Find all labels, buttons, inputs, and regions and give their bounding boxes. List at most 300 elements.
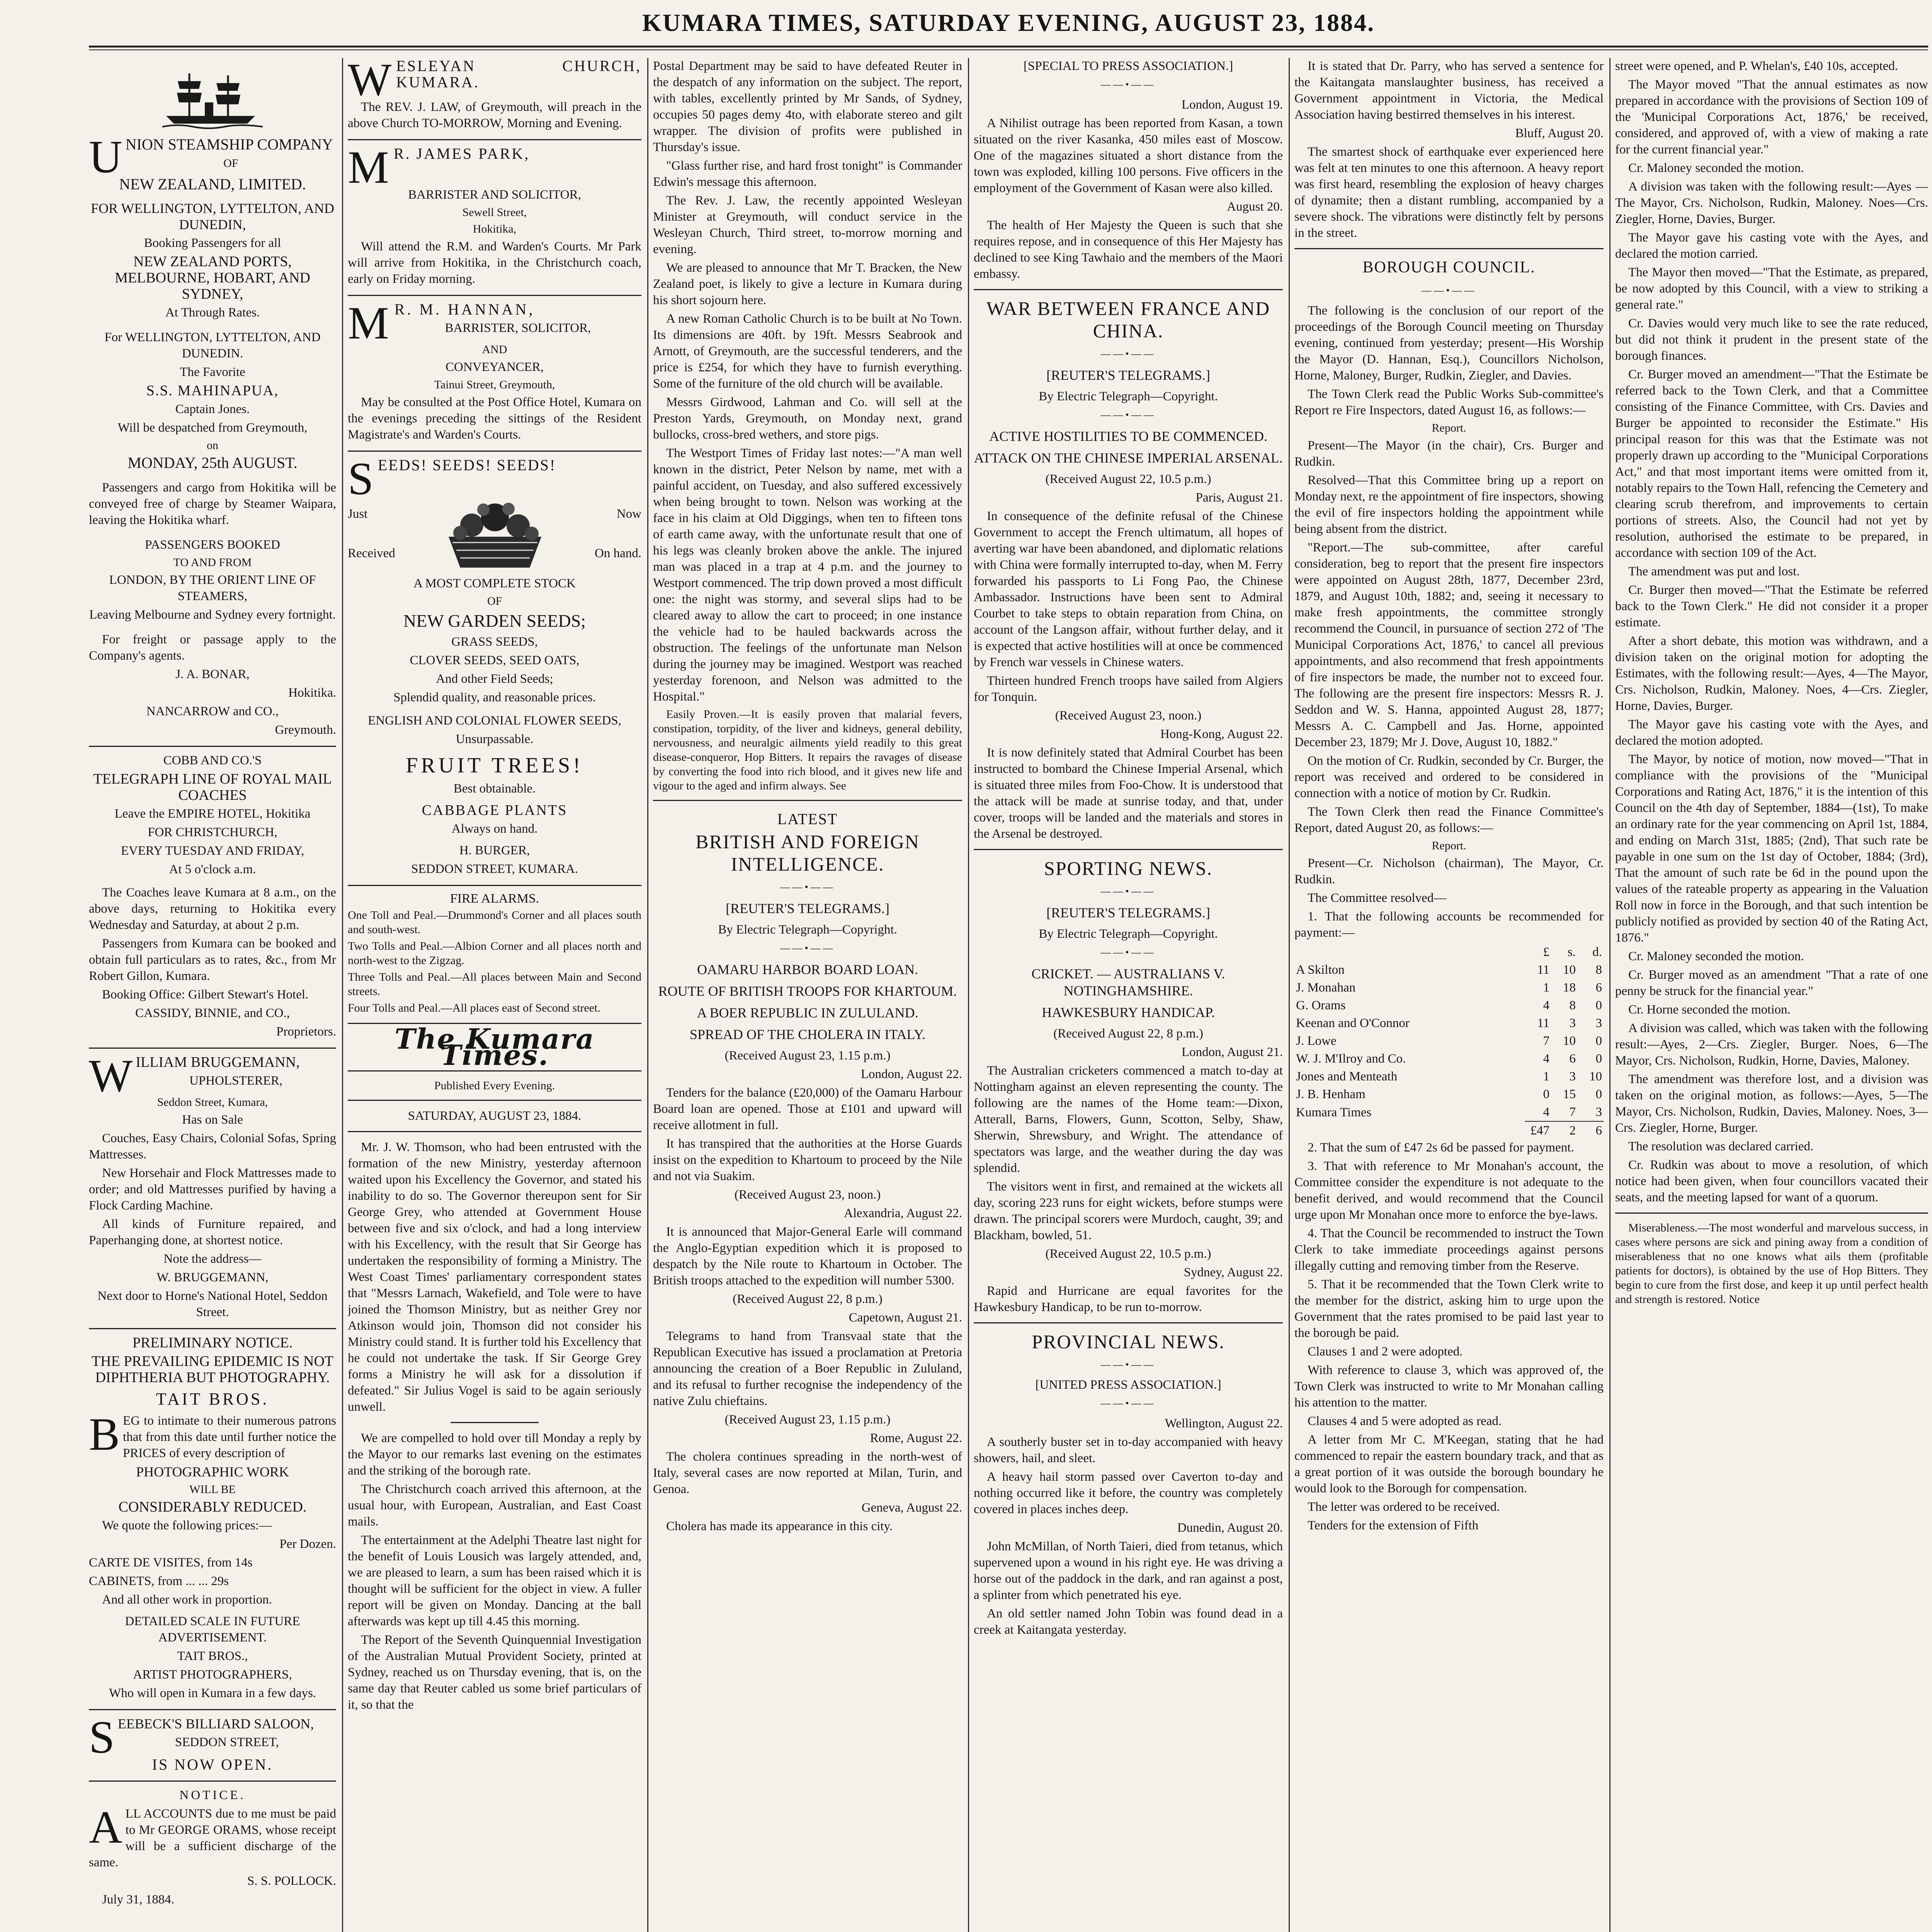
article-paragraph: Clauses 1 and 2 were adopted.	[1308, 1345, 1463, 1359]
article-paragraph: The Mayor gave his casting vote with the Ayes, and declared the motion adopted.	[1615, 718, 1928, 748]
account-pence: 3	[1595, 1016, 1602, 1030]
ad-text: AND	[482, 343, 507, 356]
dropcap: U	[89, 131, 122, 182]
ornament: ——•——	[1100, 1359, 1156, 1370]
account-name: A Skilton	[1296, 963, 1345, 977]
account-pence: 0	[1595, 998, 1602, 1012]
article-paragraph: A letter from Mr C. M'Keegan, stating that he had commenced to repair the eastern boundary track, and that as a great portion of it was outside the borough boundary he would look to the Borough for compensation.	[1294, 1433, 1604, 1495]
ad-title: ILLIAM BRUGGEMANN,	[136, 1054, 300, 1070]
subheading: By Electric Telegraph—Copyright.	[718, 923, 897, 937]
section-heading: PROVINCIAL NEWS.	[1032, 1331, 1225, 1352]
total-row	[1294, 1121, 1604, 1139]
ad-text: Next door to Horne's National Hotel, Seddon Street.	[97, 1289, 328, 1319]
union-steamship-ad	[89, 66, 336, 747]
account-shillings: 7	[1569, 1105, 1576, 1119]
account-name: J. B. Henham	[1296, 1087, 1366, 1101]
accounts-table	[1294, 943, 1604, 1139]
article-paragraph: A new Roman Catholic Church is to be built at No Town. Its dimensions are 40ft. by 19ft. Messrs Seabrook and Arnott, of Greymouth, are the successful tenderers, and the price is £254, for which they have to furnish everything. Some of the furniture of the old church will be available.	[653, 312, 962, 391]
ad-text: CABINETS, from ... ... 29s	[89, 1574, 229, 1588]
ad-text: Per Dozen.	[279, 1537, 336, 1551]
account-pounds: 1	[1543, 981, 1549, 995]
ad-text: Hokitika.	[288, 686, 336, 700]
ad-title: COBB AND CO.'S	[163, 753, 262, 767]
ad-text: Always on hand.	[451, 822, 538, 836]
ad-text: A MOST COMPLETE STOCK	[413, 577, 576, 590]
account-shillings: 6	[1569, 1052, 1576, 1066]
ad-text: At 5 o'clock a.m.	[169, 862, 256, 876]
ad-title: EEBECK'S BILLIARD SALOON,	[117, 1716, 314, 1731]
article-paragraph: Tenders for the balance (£20,000) of the Oamaru Harbour Board loan are opened. Those at £101 and upward will receive allotment in full.	[653, 1086, 962, 1132]
ad-text: Passengers from Kumara can be booked and obtain full particulars as to rates, &c., from Mr Robert Gillon, Kumara.	[89, 937, 336, 983]
subheading: CRICKET. — AUSTRALIANS V. NOTINGHAMSHIRE.	[1031, 966, 1225, 998]
masthead-rule-thin	[89, 49, 1928, 50]
article-paragraph: Cr. Rudkin was about to move a resolution, of which notice had been given, when four councillors vacated their seats, and the meeting lapsed for want of a quorum.	[1615, 1158, 1928, 1204]
ad-text: PHOTOGRAPHIC WORK	[136, 1464, 289, 1480]
column-header: s.	[1567, 945, 1576, 959]
ad-text: CONSIDERABLY REDUCED.	[118, 1499, 307, 1515]
table-row	[1294, 1050, 1604, 1068]
ad-text: CONVEYANCER,	[446, 360, 544, 374]
account-pounds: 4	[1543, 1105, 1549, 1119]
masthead-rule	[89, 46, 1928, 48]
dateline: London, August 21.	[1181, 1045, 1283, 1059]
account-pounds: 0	[1543, 1087, 1549, 1101]
account-pounds: 4	[1543, 998, 1549, 1012]
received-line: (Received August 22, 10.5 p.m.)	[1045, 472, 1211, 486]
divider	[451, 1422, 539, 1423]
column-5	[1294, 58, 1604, 1932]
ad-text: CLOVER SEEDS, SEED OATS,	[410, 653, 580, 667]
ad-text: Unsurpassable.	[456, 732, 534, 746]
ad-text: For freight or passage apply to the Company's agents.	[89, 633, 336, 663]
article-paragraph: The Christchurch coach arrived this afternoon, at the usual hour, with European, Australian, and East Coast mails.	[348, 1482, 641, 1529]
ad-text: Leaving Melbourne and Sydney every fortnight.	[89, 608, 336, 622]
table-row	[1294, 1103, 1604, 1121]
article-paragraph: Cr. Burger moved an amendment—"That the Estimate be referred back to the Town Clerk, and that a Committee consisting of the Finance Committee, with Crs. Davies and Burger be appointed to reconsider the Estimate." His principal reason for this was that the Estimate was not properly drawn up according to the "Municipal Corporations Act," and that most important items were omitted from it, notably repairs to the Town Hall, refencing the Cemetery and clearing scrub therefrom, and improvements to certain portions of streets. Also, the Council had not yet by resolution, authorised the estimate to be prepared, in accordance with section 109 of the Act.	[1615, 367, 1928, 560]
section-heading: LATEST	[777, 810, 838, 828]
total-pence: 6	[1577, 1121, 1604, 1139]
ad-title: TELEGRAPH LINE OF ROYAL MAIL COACHES	[93, 771, 332, 803]
table-row	[1294, 1068, 1604, 1085]
ad-title: NION STEAMSHIP COMPANY	[125, 136, 333, 153]
article-paragraph: With reference to clause 3, which was approved of, the Town Clerk was instructed to write to Mr Monahan calling his attention to the matter.	[1294, 1363, 1604, 1410]
column-divider	[1289, 58, 1290, 1932]
ad-text: Now	[616, 507, 641, 521]
dropcap: A	[89, 1801, 122, 1853]
article-paragraph: The health of Her Majesty the Queen is such that she requires repose, and in consequence of this Her Majesty has declined to see King Tawhaio and the members of the Maori embassy.	[974, 218, 1283, 281]
ad-title: TAIT BROS.	[156, 1389, 269, 1408]
newspaper-nameplate: The Kumara Times.	[395, 1022, 595, 1071]
account-name: J. Monahan	[1296, 981, 1355, 995]
ad-text: May be consulted at the Post Office Hotel, Kumara on the evenings preceding the sittings of the Resident Magistrate's and Warden's Courts.	[348, 395, 641, 442]
ad-text: ENGLISH AND COLONIAL FLOWER SEEDS,	[367, 714, 621, 728]
article-paragraph: The letter was ordered to be received.	[1308, 1500, 1500, 1514]
ad-text: Sewell Street,	[462, 206, 527, 219]
account-name: W. J. M'Ilroy and Co.	[1296, 1052, 1406, 1066]
article-paragraph: The Australian cricketers commenced a match to-day at Nottingham against an eleven representing the county. The following are the names of the Home team:—Dixon, Atterall, Barns, Flowers, Gunn, Scotton, Selby, Shaw, Sherwin, Shrewsbury, and Wright. The attendance of spectators was large, and the weather during the day was splendid.	[974, 1064, 1283, 1175]
divider	[653, 800, 962, 801]
ad-text: FOR CHRISTCHURCH,	[148, 825, 277, 839]
article-paragraph: The Rev. J. Law, the recently appointed Wesleyan Minister at Greymouth, will conduct service in the Wesleyan Church, Third street, to-morrow morning and evening.	[653, 194, 962, 256]
account-pounds: 7	[1543, 1034, 1549, 1048]
ad-text: All kinds of Furniture repaired, and Paperhanging done, at shortest notice.	[89, 1217, 336, 1247]
divider	[974, 1322, 1283, 1323]
account-pence: 6	[1595, 981, 1602, 995]
article-paragraph: The amendment was therefore lost, and a division was taken on the original motion, as follows:—Ayes, 5—The Mayor, Crs. Nicholson, Rudkin, Davies, Maloney. Noes, 3—Crs. Ziegler, Horne, Burger.	[1615, 1072, 1928, 1135]
article-paragraph: The cholera continues spreading in the north-west of Italy, several cases are now reported at Milan, Turin, and Genoa.	[653, 1450, 962, 1496]
ad-text: Two Tolls and Peal.—Albion Corner and all places north and north-west to the Zigzag.	[348, 940, 641, 967]
table-row	[1294, 979, 1604, 997]
ad-text: LL ACCOUNTS due to me must be paid to Mr GEORGE ORAMS, whose receipt will be a sufficient discharge of the same.	[89, 1807, 336, 1869]
account-pence: 0	[1595, 1087, 1602, 1101]
column-divider	[1609, 58, 1611, 1932]
divider	[1615, 1213, 1928, 1214]
article-paragraph: Rapid and Hurricane are equal favorites for the Hawkesbury Handicap, to be run to-morrow.	[974, 1284, 1283, 1314]
dropcap: B	[89, 1408, 120, 1460]
article-paragraph: street were opened, and P. Whelan's, £40 10s, accepted.	[1615, 59, 1898, 73]
article-paragraph: Tenders for the extension of Fifth	[1308, 1519, 1479, 1532]
subheading: A BOER REPUBLIC IN ZULULAND.	[697, 1005, 918, 1020]
dateline: London, August 19.	[1181, 98, 1283, 112]
dropcap: W	[348, 58, 393, 105]
bruggemann-ad	[89, 1050, 336, 1329]
ad-text: NEW ZEALAND PORTS, MELBOURNE, HOBART, AND SYDNEY,	[115, 253, 310, 302]
ad-text: At Through Rates.	[165, 306, 260, 320]
article-paragraph: Cholera has made its appearance in this city.	[666, 1519, 893, 1533]
article-paragraph: A Nihilist outrage has been reported from Kasan, a town situated on the river Kasanka, 450 miles east of Moscow. One of the magazines situated a short distance from the town was exploded, killing 100 persons. Five officers in the employment of the Government of Kasan were also killed.	[974, 116, 1283, 195]
article-paragraph: The smartest shock of earthquake ever experienced here was felt at ten minutes to one this afternoon. A heavy report was first heard, resembling the explosion of heavy charges of dynamite; then a distant rumbling, accompanied by a severe shock. The vibrations were distinctly felt by persons in the street.	[1294, 145, 1604, 240]
ornament: ——•——	[780, 881, 835, 893]
account-pence: 0	[1595, 1034, 1602, 1048]
subheading: [REUTER'S TELEGRAMS.]	[1046, 367, 1210, 383]
divider	[974, 289, 1283, 290]
pollock-notice	[89, 1787, 336, 1908]
ad-text: Who will open in Kumara in a few days.	[109, 1686, 316, 1700]
divider	[348, 1131, 641, 1132]
ad-text: The REV. J. LAW, of Greymouth, will preach in the above Church TO-MORROW, Morning and Evening.	[348, 100, 641, 130]
hannan-ad	[348, 297, 641, 452]
article-paragraph: The Mayor, by notice of motion, now moved—"That in compliance with the provisions of the "Municipal Corporations and Rating Act, 1876," it is the intention of this Council on the 4th day of September, 1884—(1st), To make an ordinary rate for the year commencing on April 1st, 1884, and ending on March 31st, 1885; (2nd), That such rate be payable in one sum on the 1st day of October, 1884; (3rd), That the amount of such rate be 6d in the pound upon the values of the rateable property as appearing in the Valuation Roll now in force in the Borough, and that such intention be publicly notified as provided by section 40 of the Rating Act, 1876."	[1615, 752, 1928, 945]
steamship-icon	[162, 66, 263, 131]
subheading: [UNITED PRESS ASSOCIATION.]	[1035, 1378, 1221, 1392]
ad-title: THE PREVAILING EPIDEMIC IS NOT DIPHTHERIA BUT PHOTOGRAPHY.	[91, 1353, 334, 1386]
advertorial-paragraph: Miserableness.—The most wonderful and marvelous success, in cases where persons are sick and pining away from a condition of miserableness that no one knows what ails them (profitable patients for doctors), is obtained by the use of Hop Bitters. They begin to cure from the first dose, and keep it up until perfect health and strength is restored. Notice	[1615, 1221, 1928, 1306]
ad-text: Best obtainable.	[453, 782, 536, 796]
divider	[1294, 248, 1604, 249]
article-paragraph: The following is the conclusion of our report of the proceedings of the Borough Council meeting on Thursday evening, continued from yesterday; present—His Worship the Mayor (D. Hannan, Esq.), Councillors Nicholson, Horne, Maloney, Burger, Rudkin, Ziegler, and Davies.	[1294, 304, 1604, 383]
account-pounds: 4	[1543, 1052, 1549, 1066]
ad-text: We quote the following prices:—	[102, 1519, 272, 1532]
article-paragraph: 5. That it be recommended that the Town Clerk write to the member for the district, asking him to urge upon the Government that the rates promised to be paid last year to the borough be paid.	[1294, 1277, 1604, 1340]
ad-text: EG to intimate to their numerous patrons that from this date until further notice the PRICES of every description of	[123, 1414, 336, 1460]
ad-text: And other Field Seeds;	[436, 672, 553, 686]
ad-text: GRASS SEEDS,	[451, 635, 538, 649]
article-paragraph: The amendment was put and lost.	[1628, 565, 1800, 578]
account-pence: 10	[1589, 1070, 1602, 1083]
article-paragraph: Telegrams to hand from Transvaal state that the Republican Executive has issued a proclamation at Pretoria announcing the creation of a Boer Republic in Zululand, and its refusal to further recognise the independency of the native Zulu chieftains.	[653, 1329, 962, 1408]
dateline: Alexandria, August 22.	[844, 1206, 962, 1220]
article-paragraph: Thirteen hundred French troops have sailed from Algiers for Tonquin.	[974, 674, 1283, 704]
article-paragraph: Cr. Burger moved as an amendment "That a rate of one penny be struck for the financial year."	[1615, 968, 1928, 998]
column-header: £	[1543, 945, 1549, 959]
dateline: Wellington, August 22.	[1165, 1417, 1283, 1430]
article-paragraph: 2. That the sum of £47 2s 6d be passed for payment.	[1308, 1141, 1574, 1155]
wesleyan-ad	[348, 58, 641, 140]
dateline: August 20.	[1227, 200, 1283, 214]
ad-text: Greymouth.	[275, 723, 336, 737]
ad-text: WILL BE	[189, 1483, 236, 1496]
ad-text: PASSENGERS BOOKED	[145, 538, 280, 552]
subheading: OAMARU HARBOR BOARD LOAN.	[697, 962, 918, 977]
table-row	[1294, 1085, 1604, 1103]
ad-text: OF	[487, 595, 502, 607]
ad-text: H. BURGER,	[459, 844, 530, 857]
cobb-coaches-ad	[89, 752, 336, 1049]
account-pounds: 11	[1537, 963, 1549, 977]
ad-title: R. M. HANNAN,	[394, 301, 535, 318]
account-shillings: 3	[1569, 1070, 1576, 1083]
ad-text: EVERY TUESDAY AND FRIDAY,	[121, 844, 304, 858]
account-shillings: 10	[1563, 963, 1576, 977]
report-label: Report.	[1432, 422, 1466, 434]
received-line: (Received August 23, 1.15 p.m.)	[724, 1413, 891, 1427]
column-3	[653, 58, 962, 1932]
ad-text: BARRISTER AND SOLICITOR,	[408, 188, 581, 202]
article-paragraph: A division was called, which was taken with the following result:—Ayes, 2—Crs. Ziegler, Burger. Noes, 6—The Mayor, Crs. Nicholson, Rudkin, Horne, Davies, Maloney.	[1615, 1021, 1928, 1068]
article-paragraph: On the motion of Cr. Rudkin, seconded by Cr. Burger, the report was received and ordered to be considered in connection with a notice of motion by Cr. Rudkin.	[1294, 754, 1604, 800]
article-paragraph: The Committee resolved—	[1308, 891, 1447, 905]
james-park-ad	[348, 141, 641, 296]
dateline: Capetown, August 21.	[849, 1311, 962, 1325]
received-line: (Received August 23, 1.15 p.m.)	[724, 1049, 891, 1063]
article-paragraph: Cr. Maloney seconded the motion.	[1628, 161, 1804, 175]
article-paragraph: Messrs Girdwood, Lahman and Co. will sell at the Preston Yards, Greymouth, on Monday next, grand bullocks, cross-bred wethers, and store pigs.	[653, 395, 962, 442]
article-paragraph: We are compelled to hold over till Monday a reply by the Mayor to our remarks last evening on the estimates and the striking of the borough rate.	[348, 1431, 641, 1478]
divider	[974, 849, 1283, 850]
ad-text: Will be despatched from Greymouth,	[117, 421, 308, 435]
article-paragraph: The resolution was declared carried.	[1628, 1139, 1814, 1153]
article-paragraph: The Town Clerk then read the Finance Committee's Report, dated August 20, as follows:—	[1294, 805, 1604, 835]
article-paragraph: Present—Cr. Nicholson (chairman), The Mayor, Cr. Rudkin.	[1294, 856, 1604, 886]
article-paragraph: Clauses 4 and 5 were adopted as read.	[1308, 1414, 1502, 1428]
account-pounds: 1	[1543, 1070, 1549, 1083]
column-1	[89, 58, 336, 1932]
dropcap: S	[348, 453, 375, 504]
ad-text: The Coaches leave Kumara at 8 a.m., on the above days, returning to Hokitika every Wednesday and Saturday, at about 2 p.m.	[89, 886, 336, 932]
ad-title: NEW GARDEN SEEDS;	[403, 611, 586, 631]
column-divider	[968, 58, 969, 1932]
ad-text: UPHOLSTERER,	[189, 1074, 283, 1088]
account-shillings: 10	[1563, 1034, 1576, 1048]
section-heading: BRITISH AND FOREIGN INTELLIGENCE.	[696, 831, 920, 875]
column-header: d.	[1592, 945, 1602, 959]
issue-date: SATURDAY, AUGUST 23, 1884.	[408, 1109, 582, 1123]
ad-text: on	[207, 439, 218, 452]
editorial-section	[348, 1022, 641, 1713]
advertorial-paragraph: Easily Proven.—It is easily proven that malarial fevers, constipation, torpidity, of the liver and kidneys, general debility, nervousness, and neuralgic ailments yield readily to this great disease-conqueror, Hop Bitters. It repairs the ravages of disease by converting the food into rich blood, and it gives new life and vigour to the aged and infirm always. See	[653, 708, 962, 792]
article-paragraph: It is now definitely stated that Admiral Courbet has been instructed to bombard the Chinese Imperial Arsenal, which is situated three miles from Foo-Chow. It is understood that the attack will be made at sunrise today, and that, under cover, troops will be landed and the materials and stores in the Arsenal be destroyed.	[974, 746, 1283, 841]
ad-text: Couches, Easy Chairs, Colonial Sofas, Spring Mattresses.	[89, 1131, 336, 1162]
ad-title: FRUIT TREES!	[406, 753, 583, 777]
ad-title: IS NOW OPEN.	[152, 1756, 273, 1773]
dateline: Paris, August 21.	[1196, 491, 1283, 505]
ornament: ——•——	[1100, 947, 1156, 958]
article-paragraph: The Mayor then moved—"That the Estimate, as prepared, be now adopted by this Council, with a view to striking a general rate."	[1615, 265, 1928, 312]
ad-text: For WELLINGTON, LYTTELTON, AND DUNEDIN.	[104, 330, 321, 361]
subheading: By Electric Telegraph—Copyright.	[1039, 927, 1218, 941]
article-paragraph: We are pleased to announce that Mr T. Bracken, the New Zealand poet, is likely to give a lecture in Kumara during his short sojourn here.	[653, 261, 962, 307]
column-6	[1615, 58, 1928, 1932]
flower-basket-icon	[425, 498, 565, 571]
article-paragraph: "Report.—The sub-committee, after careful consideration, beg to report that the present fire inspectors were appointed on August 28th, 1877, December 23rd, 1879, and August 10th, 1882; and, seeing it necessary to make fresh appointments, the committee strongly recommend the Council, in pursuance of section 272 of 'The Municipal Corporations Act, 1876,' to cancel all previous appointments, and also recommend that fresh appointments of fire inspectors be made, the number not to exceed four. The following are the present fire inspectors: Messrs R. J. Seddon and W. S. Hanna, appointed August 28, 1877; Messrs A. C. Campbell and Jas. Horne, appointed December 23, 1879; Mr J. Dove, August 10, 1882."	[1294, 541, 1604, 749]
subheading: By Electric Telegraph—Copyright.	[1039, 389, 1218, 403]
account-pence: 8	[1595, 963, 1602, 977]
account-shillings: 3	[1569, 1016, 1576, 1030]
article-paragraph: The Report of the Seventh Quinquennial Investigation of the Australian Mutual Provident Society, printed at Sydney, reached us on Thursday evening, that is, on the same day that Reuter cabled us some brief particulars of it, so that the	[348, 1633, 641, 1712]
article-paragraph: After a short debate, this motion was withdrawn, and a division taken on the original motion for adopting the Estimates, with the following result:—Ayes, 4—The Mayor, Crs. Nicholson, Rudkin, Maloney. Noes, 4—Crs. Ziegler, Horne, Davies, Burger.	[1615, 634, 1928, 713]
received-line: (Received August 22, 8 p.m.)	[1053, 1027, 1203, 1041]
subheading: [REUTER'S TELEGRAMS.]	[726, 901, 889, 916]
dateline: Sydney, August 22.	[1184, 1265, 1283, 1279]
article-paragraph: A heavy hail storm passed over Caverton to-day and nothing occurred like it before, the country was completely covered in places inches deep.	[974, 1470, 1283, 1516]
table-row	[1294, 1014, 1604, 1032]
article-paragraph: The Town Clerk read the Public Works Sub-committee's Report re Fire Inspectors, dated August 16, as follows:—	[1294, 387, 1604, 417]
article-paragraph: Cr. Burger then moved—"That the Estimate be referred back to the Town Clerk." He did not consider it a proper estimate.	[1615, 583, 1928, 629]
ad-text: Booking Passengers for all	[144, 236, 281, 250]
ad-title: EEDS! SEEDS! SEEDS!	[378, 456, 556, 474]
ornament: ——•——	[1100, 79, 1156, 90]
ad-text: Just	[348, 507, 368, 521]
article-paragraph: Cr. Horne seconded the motion.	[1628, 1003, 1791, 1017]
table-row	[1294, 997, 1604, 1014]
dropcap: S	[89, 1711, 115, 1763]
ornament: ——•——	[1421, 285, 1477, 296]
fire-alarms-notice	[348, 891, 641, 1024]
ornament: ——•——	[780, 942, 835, 954]
article-paragraph: Resolved—That this Committee bring up a report on Monday next, re the appointment of fire inspectors, showing the evil of fire inspectors holding the appointment while being absent from the district.	[1294, 473, 1604, 536]
account-name: Jones and Menteath	[1296, 1070, 1398, 1083]
ad-text: And all other work in proportion.	[102, 1593, 272, 1607]
ornament: ——•——	[1100, 1398, 1156, 1409]
burger-seeds-ad	[348, 453, 641, 886]
ad-text: Four Tolls and Peal.—All places east of Second street.	[348, 1002, 600, 1014]
ad-text: FOR WELLINGTON, LYTTELTON, AND DUNEDIN,	[90, 201, 335, 232]
ornament: ——•——	[1100, 348, 1156, 359]
article-paragraph: It is announced that Major-General Earle will command the Anglo-Egyptian expedition which it is proposed to despatch by the Nile route to Khartoum in October. The British troops attached to the expedition will number 5300.	[653, 1225, 962, 1287]
ad-text: SEDDON STREET,	[175, 1735, 279, 1749]
ad-text: DETAILED SCALE IN FUTURE ADVERTISEMENT.	[125, 1614, 300, 1645]
publication-note: Published Every Evening.	[434, 1079, 555, 1092]
dropcap: M	[348, 141, 391, 193]
ad-text: TAIT BROS.,	[177, 1649, 248, 1663]
article-paragraph: An old settler named John Tobin was found dead in a creek at Kaitangata yesterday.	[974, 1607, 1283, 1637]
total-shillings: 2	[1551, 1121, 1577, 1139]
table-row	[1294, 1032, 1604, 1050]
column-2	[348, 58, 641, 1932]
article-paragraph: Postal Department may be said to have defeated Reuter in the despatch of any information on the subject. The report, with tables, excellently printed by Mr Sands, of Sydney, occupies 50 pages demy 4to, with elaborate stereo and gilt wrapper. The division of profits were published in Thursday's issue.	[653, 59, 962, 154]
subheading: ROUTE OF BRITISH TROOPS FOR KHARTOUM.	[658, 983, 957, 999]
account-name: Keenan and O'Connor	[1296, 1016, 1410, 1030]
article-paragraph: A division was taken with the following result:—Ayes — The Mayor, Crs. Nicholson, Rudkin, Maloney. Noes—Crs. Ziegler, Horne, Davies, Burger.	[1615, 180, 1928, 226]
subheading: HAWKESBURY HANDICAP.	[1042, 1005, 1215, 1020]
ad-text: New Horsehair and Flock Mattresses made to order; and old Mattresses purified by having a Flock Carding Machine.	[89, 1166, 336, 1213]
dateline: Hong-Kong, August 22.	[1160, 727, 1283, 741]
article-paragraph: A southerly buster set in to-day accompanied with heavy showers, hail, and sleet.	[974, 1435, 1283, 1465]
account-shillings: 18	[1563, 981, 1576, 995]
subheading: ACTIVE HOSTILITIES TO BE COMMENCED.	[989, 429, 1267, 444]
table-row	[1294, 961, 1604, 979]
article-paragraph: "Glass further rise, and hard frost tonight" is Commander Edwin's message this afternoon.	[653, 159, 962, 189]
ad-text: MONDAY, 25th AUGUST.	[128, 454, 298, 471]
ad-text: TO AND FROM	[173, 556, 252, 569]
article-paragraph: The visitors went in first, and remained at the wickets all day, scoring 223 runs for eight wickets, before stumps were drawn. The principal scorers were Murdoch, caught, 39; and Blackham, bowled, 51.	[974, 1180, 1283, 1242]
ad-text: ARTIST PHOTOGRAPHERS,	[133, 1668, 292, 1682]
article-paragraph: The Mayor moved "That the annual estimates as now prepared in accordance with the provisions of Section 109 of the 'Municipal Corporations Act, 1876,' be received, considered, and approved of, with a view of making a rate for the current financial year."	[1615, 78, 1928, 156]
ad-text: CARTE DE VISITES, from 14s	[89, 1556, 253, 1570]
ad-text: Tainui Street, Greymouth,	[434, 378, 555, 391]
subheading: SPREAD OF THE CHOLERA IN ITALY.	[689, 1027, 926, 1042]
article-paragraph: John McMillan, of North Taieri, died from tetanus, which supervened upon a wound in his right eye. He was driving a horse out of the paddock in the dark, and ran against a post, a splinter from which penetrated his eye.	[974, 1539, 1283, 1602]
ad-text: J. A. BONAR,	[175, 667, 250, 681]
received-line: (Received August 22, 8 p.m.)	[733, 1292, 883, 1306]
account-name: G. Orams	[1296, 998, 1346, 1012]
account-pence: 0	[1595, 1052, 1602, 1066]
ad-text: Has on Sale	[182, 1113, 243, 1127]
article-paragraph: 3. That with reference to Mr Monahan's account, the Committee consider the expenditure is not adequate to the benefit derived, and would recommend that the Council urge upon Mr Monahan once more to enforce the bye-laws.	[1294, 1159, 1604, 1222]
account-shillings: 15	[1563, 1087, 1576, 1101]
account-name: J. Lowe	[1296, 1034, 1337, 1048]
section-heading: BOROUGH COUNCIL.	[1362, 259, 1536, 276]
ad-text: Received	[348, 546, 395, 560]
article-paragraph: 4. That the Council be recommended to instruct the Town Clerk to take immediate proceedings against persons illegally cutting and removing timber from the Reserve.	[1294, 1226, 1604, 1273]
received-line: (Received August 22, 10.5 p.m.)	[1045, 1247, 1211, 1261]
article-paragraph: 1. That the following accounts be recommended for payment:—	[1294, 910, 1604, 940]
table-header-row	[1294, 943, 1604, 961]
dateline: London, August 22.	[861, 1067, 962, 1081]
ad-text: July 31, 1884.	[102, 1893, 175, 1906]
ad-text: CASSIDY, BINNIE, and CO.,	[135, 1006, 290, 1020]
dropcap: M	[348, 297, 391, 349]
section-heading: SPORTING NEWS.	[1044, 857, 1213, 879]
ad-title: NEW ZEALAND, LIMITED.	[119, 175, 306, 193]
ad-text: OF	[223, 157, 238, 170]
article-paragraph: The Westport Times of Friday last notes:—"A man well known in the district, Peter Nelson by name, met with a painful accident, on Tuesday, and also suffered excessively when being brought to town. Nelson was working at the face in his claim at Old Diggings, when ten to fifteen tons of earth came away, with the unfortunate result that one of his legs was cleanly broken above the ankle. The injured man was placed in a trap at 4 p.m. and the journey to Westport commenced. The trip down proved a most difficult one: the night was stormy, and several slips had to be cleared away to allow the cart to proceed; in one instance the vehicle had to be hauled backwards across the obstruction. The feelings of the unfortunate man Nelson during the journey may be imagined. Westport was reached yesterday forenoon, and Nelson was admitted to the Hospital."	[653, 446, 962, 704]
subheading: ATTACK ON THE CHINESE IMPERIAL ARSENAL.	[974, 450, 1283, 466]
ad-title: CABBAGE PLANTS	[422, 802, 568, 818]
ad-text: Three Tolls and Peal.—All places between Main and Second streets.	[348, 971, 641, 998]
column-divider	[342, 58, 343, 1932]
ad-text: Captain Jones.	[175, 402, 250, 416]
ad-text: Note the address—	[163, 1252, 262, 1266]
dateline: Bluff, August 20.	[1515, 126, 1604, 140]
ad-text: NANCARROW and CO.,	[146, 704, 279, 718]
tait-bros-ad	[89, 1335, 336, 1710]
dateline: Rome, August 22.	[870, 1431, 962, 1445]
received-line: (Received August 23, noon.)	[1055, 709, 1202, 723]
article-paragraph: The entertainment at the Adelphi Theatre last night for the benefit of Louis Lousich was largely attended, and, we are pleased to learn, a sum has been raised which it is thought will be sufficient for the object in view. A fuller report will be given on Monday. Dancing at the ball afterwards was kept up till 4.45 this morning.	[348, 1533, 641, 1628]
ad-title: NOTICE.	[179, 1788, 246, 1802]
report-label: Report.	[1432, 839, 1466, 852]
ad-text: Splendid quality, and reasonable prices.	[393, 690, 596, 704]
account-name: Kumara Times	[1296, 1105, 1372, 1119]
ornament: ——•——	[1100, 886, 1156, 897]
ad-text: SEDDON STREET, KUMARA.	[411, 862, 578, 876]
ad-text: W. BRUGGEMANN,	[156, 1270, 269, 1284]
article-paragraph: In consequence of the definite refusal of the Chinese Government to accept the French ultimatum, all hopes of averting war have been abandoned, and diplomatic relations with China were formally interrupted to-day, when M. Ferry forwarded his passports to Li Fong Pao, the Chinese Ambassador. Instructions have been sent to Admiral Courbet to take steps to obtain reparation from China, on account of the Langson affair, without further delay, and it is expected that active hostilities will at once be commenced by French war vessels in Chinese waters.	[974, 509, 1283, 669]
masthead: KUMARA TIMES, SATURDAY EVENING, AUGUST 23, 1884.	[642, 9, 1375, 36]
seebeck-ad	[89, 1711, 336, 1782]
ad-text: Seddon Street, Kumara,	[157, 1096, 268, 1109]
